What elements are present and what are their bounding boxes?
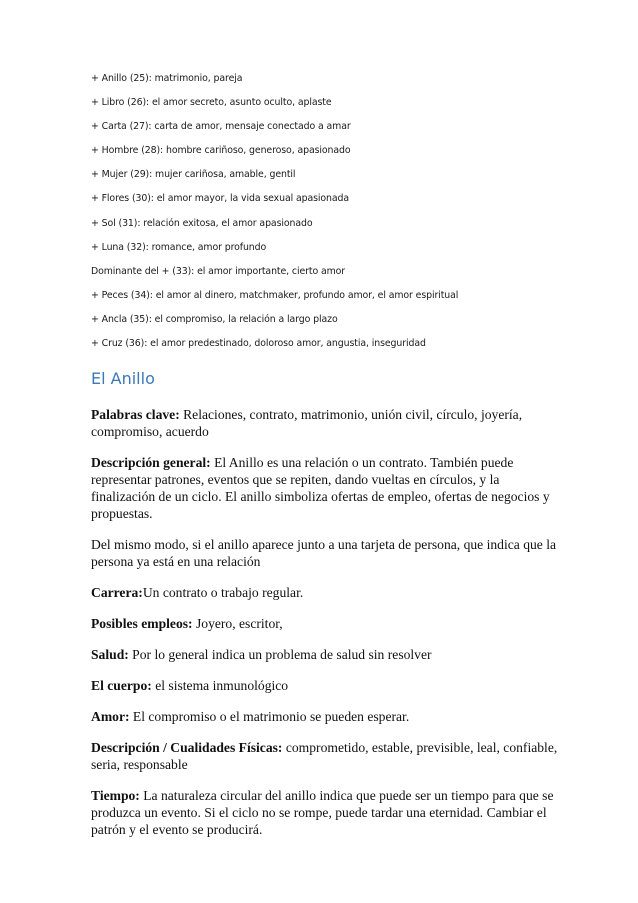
paragraph-timing <box>91 787 561 838</box>
paragraph-text: Del mismo modo, si el anillo aparece junto a una tarjeta de persona, que indica que la persona ya está en una relación <box>91 537 557 569</box>
list-item: + Ancla (35): el compromiso, la relación a largo plazo <box>91 313 338 325</box>
list-item: + Peces (34): el amor al dinero, matchmaker, profundo amor, el amor espiritual <box>91 289 459 301</box>
paragraph-label: Amor: <box>91 709 130 724</box>
paragraph-label: Descripción / Cualidades Físicas: <box>91 740 283 755</box>
paragraph-text: Relaciones, contrato, matrimonio, unión civil, círculo, joyería, compromiso, acuerdo <box>91 407 523 439</box>
paragraph-text: La naturaleza circular del anillo indica que puede ser un tiempo para que se produzca un evento. Si el ciclo no se rompe, puede tardar una eternidad. Cambiar el patrón y el evento se producirá. <box>91 788 554 837</box>
list-item: + Flores (30): el amor mayor, la vida sexual apasionada <box>91 193 350 205</box>
paragraph-text: El compromiso o el matrimonio se pueden esperar. <box>129 709 410 724</box>
paragraph-label: El cuerpo: <box>91 678 152 693</box>
paragraph-label: Salud: <box>91 647 129 662</box>
paragraph-general-description <box>91 454 561 522</box>
paragraph-text: Por lo general indica un problema de salud sin resolver <box>128 647 432 662</box>
section-heading: El Anillo <box>91 369 155 388</box>
paragraph-keywords <box>91 406 561 440</box>
paragraph-text: comprometido, estable, previsible, leal, confiable, seria, responsable <box>91 740 558 772</box>
list-item: Dominante del + (33): el amor importante, cierto amor <box>91 265 346 277</box>
list-item: + Carta (27): carta de amor, mensaje conectado a amar <box>91 121 351 133</box>
paragraph-career <box>91 584 561 601</box>
paragraph-health <box>91 646 561 663</box>
paragraph-love <box>91 708 561 725</box>
list-item: + Luna (32): romance, amor profundo <box>91 241 267 253</box>
section-body <box>91 406 561 852</box>
card-combination-list <box>91 72 601 361</box>
paragraph-text: Joyero, escritor, <box>192 616 283 631</box>
paragraph-possible-jobs <box>91 615 561 632</box>
list-item: + Sol (31): relación exitosa, el amor apasionado <box>91 217 313 229</box>
paragraph-physical-qualities <box>91 739 561 773</box>
list-item: + Anillo (25): matrimonio, pareja <box>91 73 243 84</box>
paragraph-label: Carrera: <box>91 585 143 600</box>
paragraph-person-card <box>91 536 561 570</box>
paragraph-label: Posibles empleos: <box>91 616 193 631</box>
list-item: + Cruz (36): el amor predestinado, doloroso amor, angustia, inseguridad <box>91 338 426 350</box>
paragraph-text: el sistema inmunológico <box>151 678 289 693</box>
paragraph-label: Descripción general: <box>91 455 211 470</box>
paragraph-label: Tiempo: <box>91 788 140 803</box>
list-item: + Libro (26): el amor secreto, asunto oculto, aplaste <box>91 97 332 109</box>
paragraph-text: Un contrato o trabajo regular. <box>142 585 304 600</box>
paragraph-label: Palabras clave: <box>91 407 180 422</box>
paragraph-body <box>91 677 561 694</box>
list-item: + Mujer (29): mujer cariñosa, amable, gentil <box>91 169 296 181</box>
list-item: + Hombre (28): hombre cariñoso, generoso, apasionado <box>91 145 351 157</box>
paragraph-text: El Anillo es una relación o un contrato. También puede representar patrones, eventos que se repiten, dando vueltas en círculos, y la finalización de un ciclo. El anillo simboliza ofertas de empleo, ofertas de negocios y propuestas. <box>91 455 550 521</box>
